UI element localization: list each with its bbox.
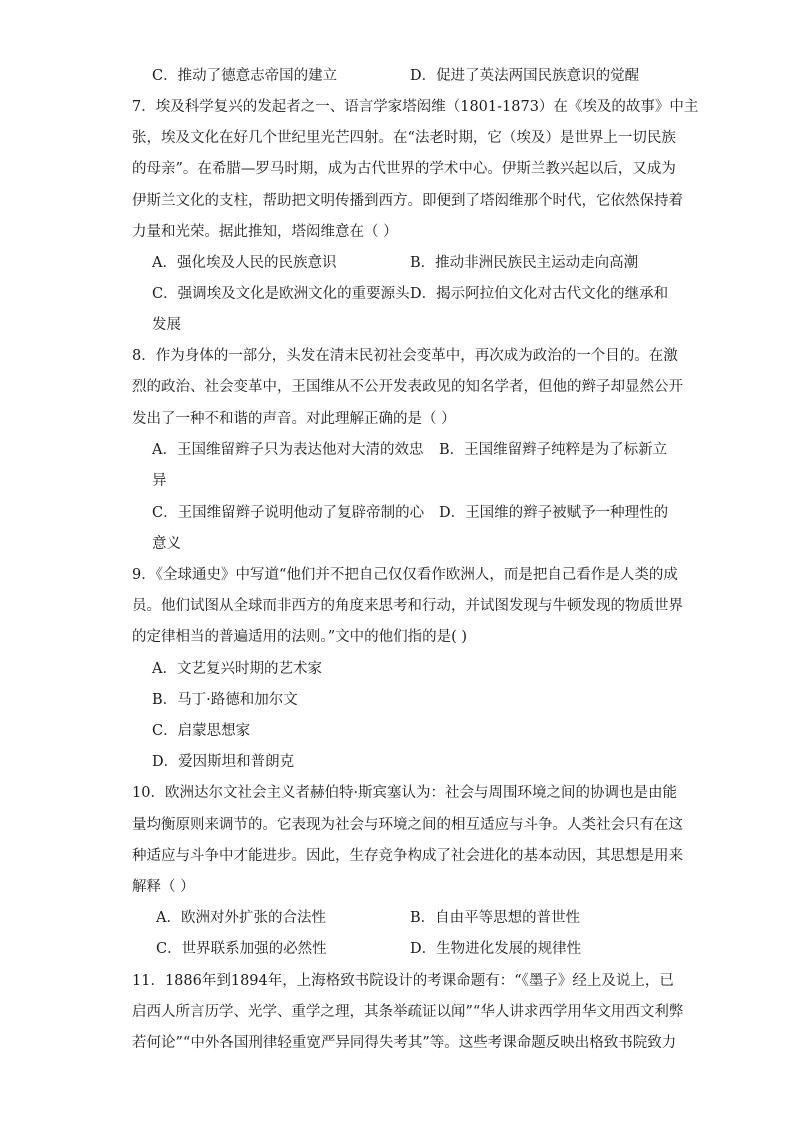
q10-stem-line-1: 10．欧洲达尔文社会主义者赫伯特·斯宾塞认为：社会与周围环境之间的协调也是由能	[132, 785, 678, 801]
q10-stem-line-4: 解释（ ）	[132, 879, 195, 895]
q9-stem-line-1: 9．《全球通史》中写道“他们并不把自己仅仅看作欧洲人，而是把自己看作是人类的成	[132, 567, 678, 583]
q7-stem-line-4: 伊斯兰文化的支柱，帮助把文明传播到西方。即便到了塔闳维那个时代，它依然保持着	[132, 193, 683, 209]
q9-option-c: C．启蒙思想家	[152, 723, 251, 739]
q7-option-d: D．揭示阿拉伯文化对古代文化的继承和	[410, 286, 669, 302]
q8-option-c: C．王国维留辫子说明他动了复辟帝制的心	[152, 505, 425, 521]
q8-option-d: D．王国维的辫子被赋予一种理性的	[439, 505, 669, 521]
q11-stem-line-2: 启西人所言历学、光学、重学之理，其条举疏证以闻”“华人讲求西学用华文用西文利弊	[132, 1004, 684, 1020]
q9-stem-line-2: 员。他们试图从全球而非西方的角度来思考和行动，并试图发现与牛顿发现的物质世界	[132, 598, 683, 614]
q8-option-a: A．王国维留辫子只为表达他对大清的效忠	[152, 442, 424, 458]
q6-option-c: C．推动了德意志帝国的建立	[152, 68, 338, 84]
q9-option-a: A．文艺复兴时期的艺术家	[152, 661, 322, 677]
q8-option-d-continued: 意义	[152, 536, 181, 552]
q10-option-b: B．自由平等思想的普世性	[410, 910, 581, 926]
q7-stem-line-1: 7．埃及科学复兴的发起者之一、语言学家塔闳维（1801-1873）在《埃及的故事》中主	[132, 99, 699, 115]
q7-stem-line-2: 张，埃及文化在好几个世纪里光芒四射。在“法老时期，它（埃及）是世界上一切民族	[132, 130, 676, 146]
q10-stem-line-3: 种适应与斗争中才能进步。因此，生存竞争构成了社会进化的基本动因，其思想是用来	[132, 848, 683, 864]
q8-option-b-continued: 异	[152, 473, 167, 489]
q10-stem-line-2: 量均衡原则来调节的。它表现为社会与环境之间的相互适应与斗争。人类社会只有在这	[132, 817, 683, 833]
q8-stem-line-2: 烈的政治、社会变革中，王国维从不公开发表政见的知名学者，但他的辫子却显然公开	[132, 379, 683, 395]
q10-option-d: D．生物进化发展的规律性	[410, 941, 582, 957]
q9-option-b: B．马丁·路德和加尔文	[152, 692, 298, 708]
q8-option-b: B．王国维留辫子纯粹是为了标新立	[439, 442, 668, 458]
q10-option-c: C．世界联系加强的必然性	[156, 941, 327, 957]
q9-option-d: D．爱因斯坦和普朗克	[152, 754, 295, 770]
q8-stem-line-1: 8．作为身体的一部分，头发在清末民初社会变革中，再次成为政治的一个目的。在激	[132, 348, 678, 364]
q7-stem-line-5: 力量和光荣。据此推知，塔闳维意在（ ）	[132, 224, 398, 240]
q6-option-d: D．促进了英法两国民族意识的觉醒	[410, 68, 640, 84]
q7-stem-line-3: 的母亲”。在希腊—罗马时期，成为古代世界的学术中心。伊斯兰教兴起以后，又成为	[132, 161, 676, 177]
q9-stem-line-3: 的定律相当的普遍适用的法则。”文中的他们指的是( )	[132, 629, 468, 645]
q10-option-a: A．欧洲对外扩张的合法性	[156, 910, 326, 926]
q11-stem-line-3: 若何论”“中外各国刑律轻重宽严异同得失考其”等。这些考课命题反映出格致书院致力	[132, 1035, 677, 1051]
q7-option-a: A．强化埃及人民的民族意识	[152, 255, 337, 271]
q7-option-d-continued: 发展	[152, 317, 181, 333]
q7-option-c: C．强调埃及文化是欧洲文化的重要源头	[152, 286, 410, 302]
q7-option-b: B．推动非洲民族民主运动走向高潮	[410, 255, 639, 271]
q11-stem-line-1: 11．1886年到1894年，上海格致书院设计的考课命题有：“《墨子》经上及说上，已	[132, 973, 674, 989]
q8-stem-line-3: 发出了一种不和谐的声音。对此理解正确的是（ ）	[132, 411, 456, 427]
